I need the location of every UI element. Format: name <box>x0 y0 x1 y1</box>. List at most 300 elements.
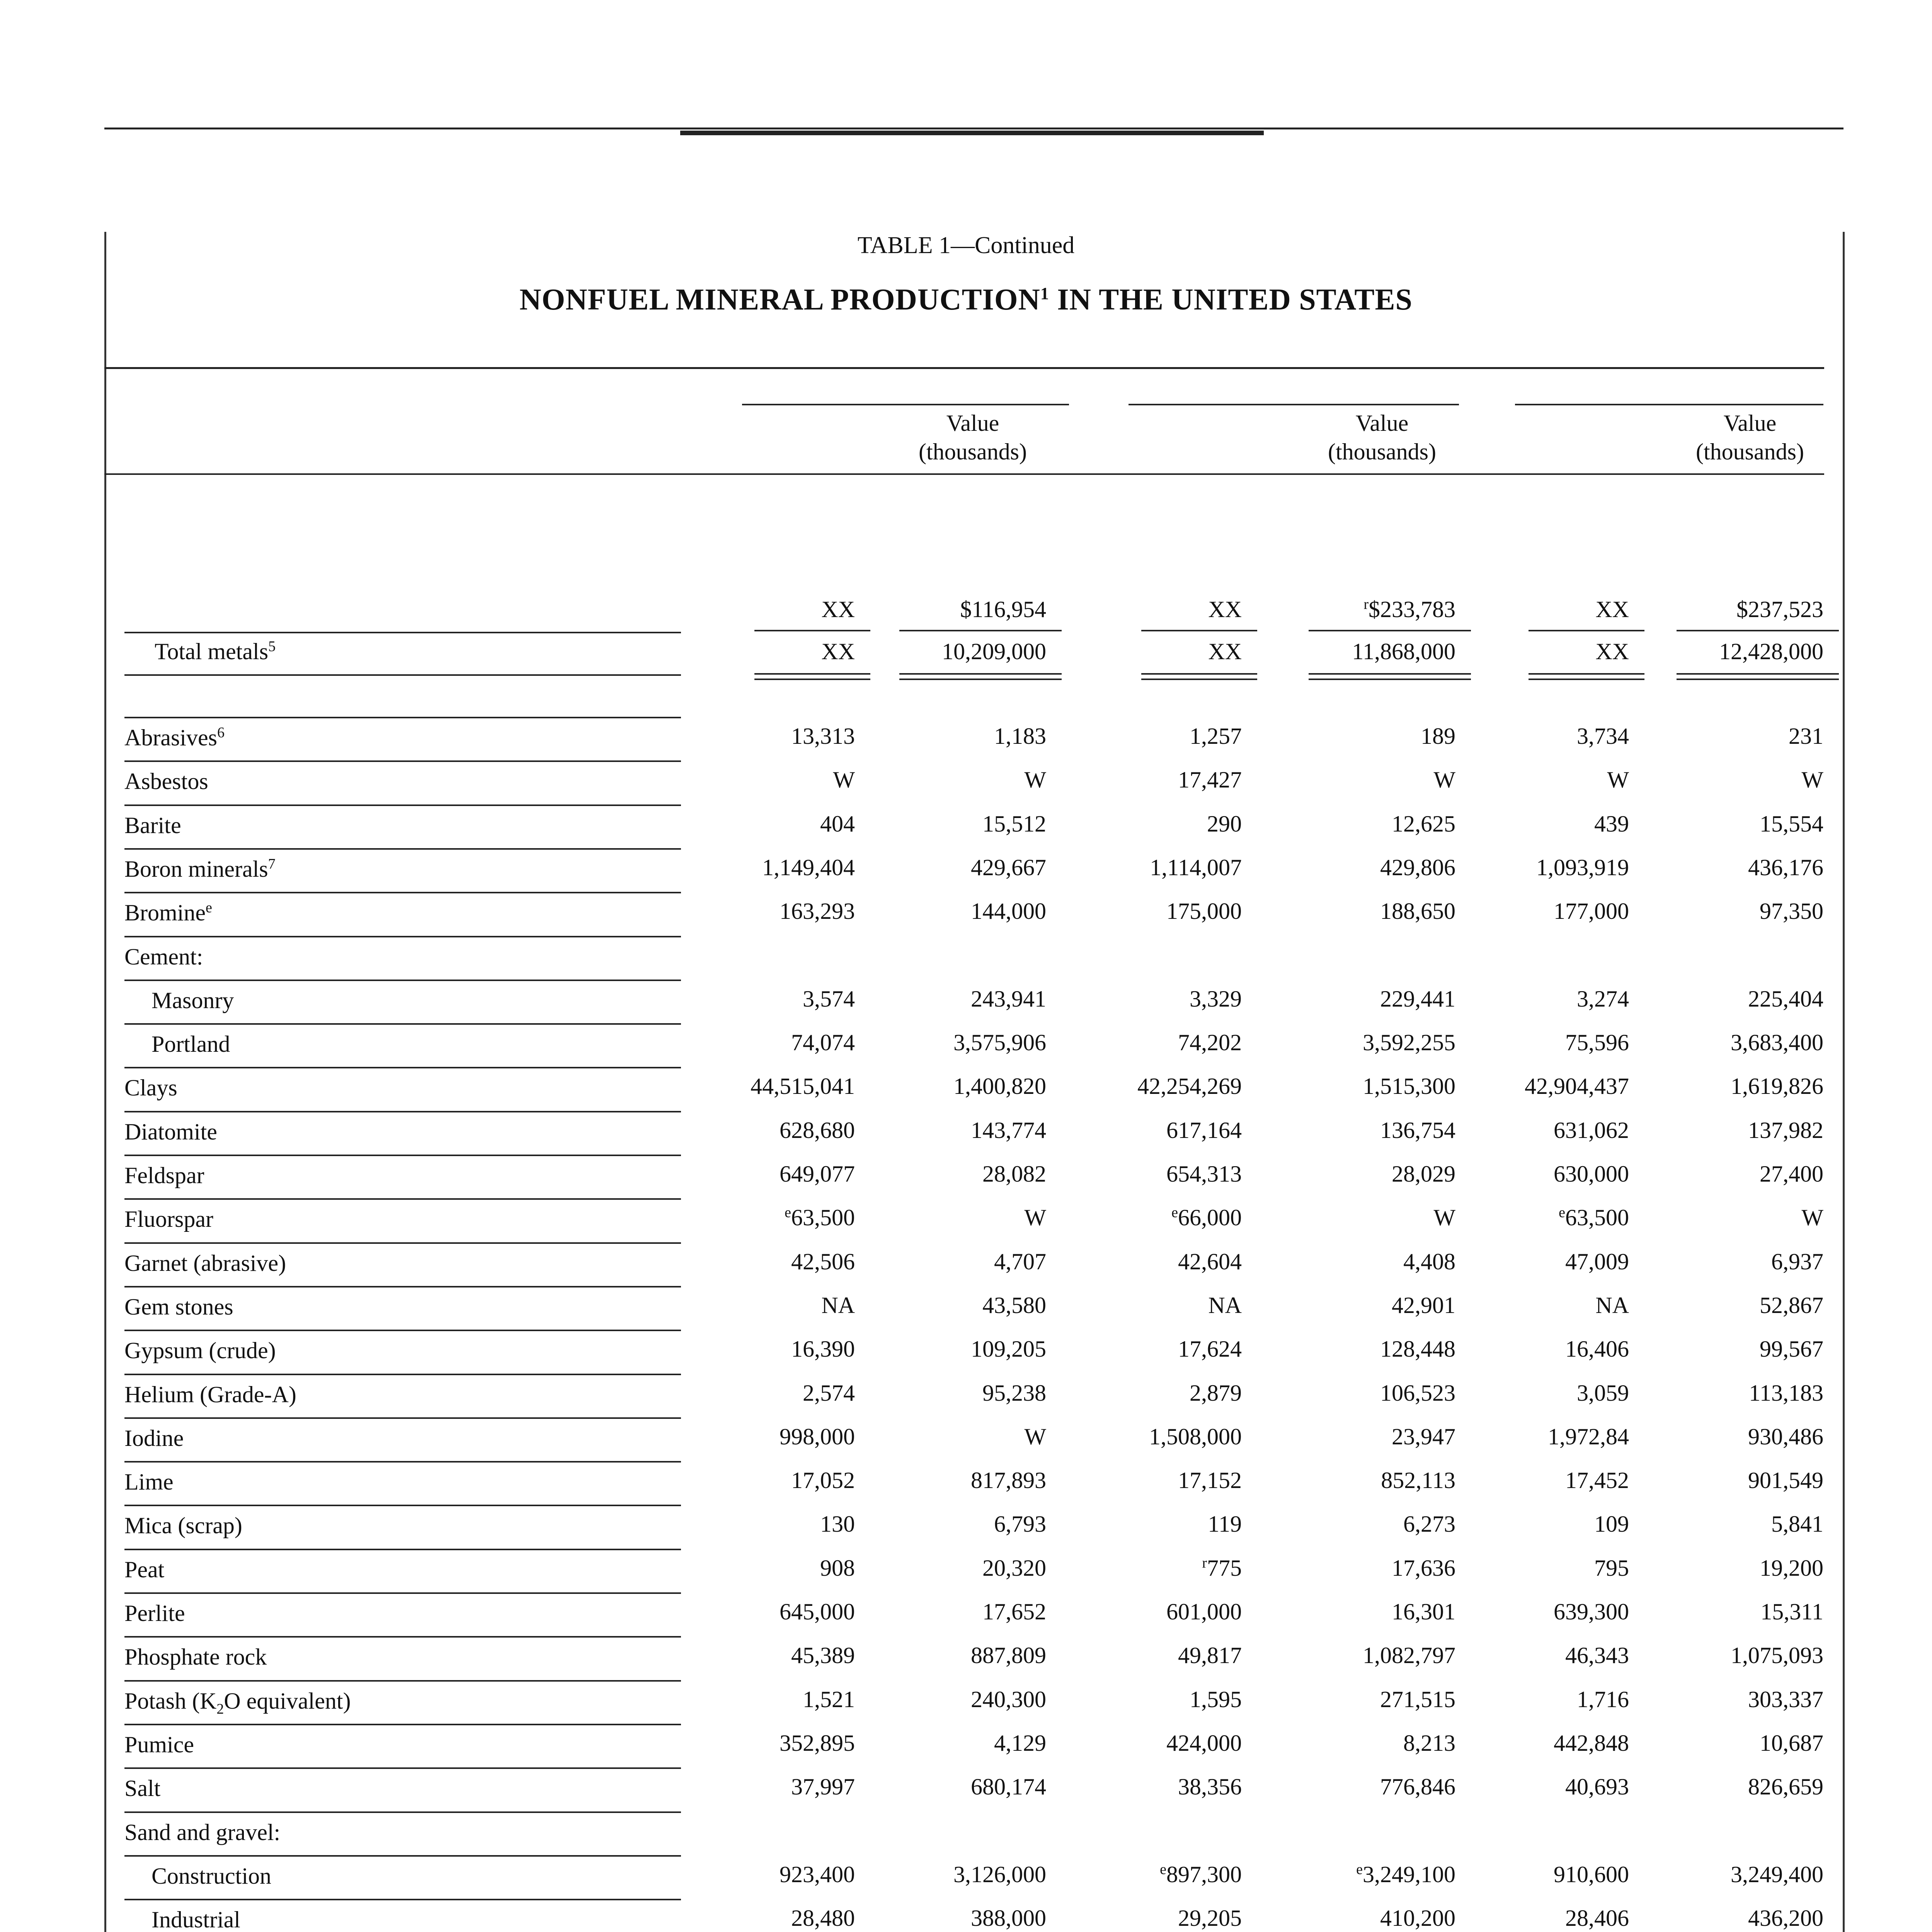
cell-value: 852,113 <box>1381 1468 1455 1493</box>
label-text: Clays <box>124 1075 177 1100</box>
cell-value: 240,300 <box>971 1687 1046 1712</box>
right-margin-line <box>1843 232 1845 1932</box>
row-rule <box>124 1461 681 1463</box>
footnote-marker: 5 <box>268 638 276 655</box>
cell-value: 352,895 <box>780 1730 855 1756</box>
table-title: NONFUEL MINERAL PRODUCTION$^1$ IN THE UNITED STATES <box>519 282 1413 316</box>
cell-value: XX <box>1595 639 1629 664</box>
cell-value: 231 <box>1789 723 1823 749</box>
mineral-label <box>124 1644 267 1670</box>
double-underline <box>1309 679 1471 680</box>
label-text: Iodine <box>124 1425 184 1451</box>
cell-value: 29,205 <box>1178 1905 1242 1931</box>
cell-value: 1,114,007 <box>1150 855 1242 880</box>
cell-value: 46,343 <box>1565 1643 1629 1668</box>
label-text: Garnet (abrasive) <box>124 1250 286 1276</box>
column-header-value <box>1657 409 1843 466</box>
cell-value: 42,604 <box>1178 1249 1242 1274</box>
cell-value: 47,009 <box>1565 1249 1629 1274</box>
mineral-label <box>124 1688 351 1717</box>
cell-value: 442,848 <box>1554 1730 1629 1756</box>
cell-value: 826,659 <box>1748 1774 1823 1799</box>
cell-value: 290 <box>1207 811 1242 837</box>
cell-value: 3,683,400 <box>1731 1030 1823 1055</box>
cell-value: 17,427 <box>1178 767 1242 793</box>
row-rule <box>124 717 681 718</box>
cell-value: 5,841 <box>1771 1511 1823 1537</box>
cell-value: 923,400 <box>780 1862 855 1887</box>
cell-value: 188,650 <box>1380 898 1455 924</box>
label-text: Bromine <box>124 900 206 925</box>
label-text: Diatomite <box>124 1119 217 1145</box>
cell-value: 52,867 <box>1760 1293 1823 1318</box>
label-text: Sand and gravel: <box>124 1820 281 1845</box>
row-rule <box>124 1505 681 1506</box>
row-rule <box>124 674 681 676</box>
cell-value: W <box>1433 1205 1455 1230</box>
cell-value: 42,901 <box>1392 1293 1455 1318</box>
cell-value: 11,868,000 <box>1352 639 1455 664</box>
cell-value: 1,972,84 <box>1548 1424 1629 1449</box>
cell-value: 137,982 <box>1748 1117 1823 1143</box>
cell-value: 6,937 <box>1771 1249 1823 1274</box>
cell-value: 3,059 <box>1577 1380 1629 1406</box>
cell-value: XX <box>1208 597 1242 622</box>
label-text: Barite <box>124 813 181 838</box>
footnote-marker: e <box>205 900 212 916</box>
mineral-label <box>124 1469 174 1495</box>
cell-value: 388,000 <box>971 1905 1046 1931</box>
cell-value: $^r$\$233,783 <box>1363 596 1455 622</box>
cell-value: 3,249,400 <box>1731 1862 1823 1887</box>
cell-value: 16,390 <box>791 1336 855 1362</box>
cell-value: $^e$897,300 <box>1160 1861 1242 1887</box>
sum-underline <box>754 630 870 631</box>
cell-value: $^r$775 <box>1202 1555 1242 1581</box>
cell-value: W <box>1024 1205 1046 1230</box>
label-text: Perlite <box>124 1600 185 1626</box>
cell-value: 1,515,300 <box>1363 1073 1455 1099</box>
mineral-label <box>124 1206 213 1233</box>
double-underline <box>1677 673 1839 675</box>
row-rule <box>124 1724 681 1725</box>
cell-value: 617,164 <box>1166 1117 1242 1143</box>
mineral-label <box>124 1162 204 1189</box>
cell-value: 404 <box>820 811 855 837</box>
cell-value: 225,404 <box>1748 986 1823 1012</box>
cell-value: 109 <box>1594 1511 1629 1537</box>
mineral-label <box>124 1381 296 1408</box>
cell-value: 1,093,919 <box>1536 855 1629 880</box>
cell-value: 10,209,000 <box>942 639 1046 664</box>
cell-value: 74,202 <box>1178 1030 1242 1055</box>
cell-value: 28,406 <box>1565 1905 1629 1931</box>
cell-value: 16,301 <box>1392 1599 1455 1624</box>
label-text: Industrial <box>151 1907 240 1932</box>
row-rule <box>124 848 681 850</box>
mineral-label <box>151 1863 271 1889</box>
mineral-label <box>151 1906 240 1932</box>
mineral-label <box>124 812 181 839</box>
cell-value: XX <box>821 639 855 664</box>
double-underline <box>754 673 870 675</box>
cell-value: W <box>833 767 855 793</box>
cell-value: 144,000 <box>971 898 1046 924</box>
cell-value: 1,400,820 <box>953 1073 1046 1099</box>
mineral-label <box>124 1600 185 1627</box>
cell-value: 38,356 <box>1178 1774 1242 1799</box>
cell-value: 303,337 <box>1748 1687 1823 1712</box>
row-rule <box>124 1198 681 1200</box>
double-underline <box>1529 673 1644 675</box>
row-rule <box>124 1111 681 1112</box>
cell-value: 49,817 <box>1178 1643 1242 1668</box>
label-tail: O equivalent) <box>224 1688 351 1714</box>
mineral-label <box>124 1556 164 1583</box>
footnote-marker: 6 <box>217 724 225 741</box>
label-text: Masonry <box>151 988 234 1013</box>
row-rule <box>124 760 681 762</box>
thousands-label: (thousands) <box>1696 439 1804 464</box>
value-label: Value <box>1723 410 1777 436</box>
cell-value: 2,879 <box>1190 1380 1242 1406</box>
cell-value: 1,595 <box>1190 1687 1242 1712</box>
cell-value: 136,754 <box>1380 1117 1455 1143</box>
cell-value: $237,523 <box>1736 597 1823 622</box>
mineral-label <box>124 856 276 883</box>
sum-underline <box>1309 630 1471 631</box>
cell-value: 901,549 <box>1748 1468 1823 1493</box>
table-caption: TABLE 1—Continued <box>857 232 1075 259</box>
cell-value: 1,508,000 <box>1149 1424 1242 1449</box>
year-underline <box>1515 404 1823 405</box>
mineral-label <box>124 1425 184 1452</box>
cell-value: 17,152 <box>1178 1468 1242 1493</box>
label-text: Cement: <box>124 944 203 969</box>
sum-underline <box>1141 630 1257 631</box>
mineral-label <box>124 1250 286 1277</box>
cell-value: 2,574 <box>803 1380 855 1406</box>
cell-value: 42,904,437 <box>1525 1073 1629 1099</box>
row-rule <box>124 1680 681 1682</box>
cell-value: 23,947 <box>1392 1424 1455 1449</box>
cell-value: 628,680 <box>780 1117 855 1143</box>
cell-value: 17,052 <box>791 1468 855 1493</box>
cell-value: 17,452 <box>1565 1468 1629 1493</box>
mineral-label <box>124 1512 242 1539</box>
cell-value: 13,313 <box>791 723 855 749</box>
cell-value: 4,408 <box>1403 1249 1455 1274</box>
cell-value: 189 <box>1421 723 1455 749</box>
double-underline <box>899 679 1062 680</box>
cell-value: $^e$3,249,100 <box>1356 1861 1455 1887</box>
footnote-marker: 7 <box>268 856 276 872</box>
label-text: Fluorspar <box>124 1206 213 1232</box>
cell-value: 680,174 <box>971 1774 1046 1799</box>
cell-value: W <box>1801 1205 1823 1230</box>
mineral-label <box>151 987 234 1014</box>
column-header-value <box>880 409 1066 466</box>
cell-value: 44,515,041 <box>751 1073 855 1099</box>
cell-value: $^e$63,500 <box>1559 1204 1629 1230</box>
double-underline <box>1141 673 1257 675</box>
cell-value: 130 <box>820 1511 855 1537</box>
label-text: Pumice <box>124 1732 194 1757</box>
sum-underline <box>899 630 1062 631</box>
cell-value: 128,448 <box>1380 1336 1455 1362</box>
double-underline <box>754 679 870 680</box>
mineral-label <box>124 900 212 926</box>
row-rule <box>124 1592 681 1594</box>
cell-value: 109,205 <box>971 1336 1046 1362</box>
cell-value: 429,806 <box>1380 855 1455 880</box>
cell-value: NA <box>821 1293 855 1318</box>
label-text: Peat <box>124 1557 165 1582</box>
row-rule <box>124 1855 681 1857</box>
cell-value: 6,273 <box>1403 1511 1455 1537</box>
cell-value: 439 <box>1594 811 1629 837</box>
value-label: Value <box>946 410 999 436</box>
cell-value: XX <box>1595 597 1629 622</box>
total-metals-label <box>155 638 276 665</box>
cell-value: XX <box>821 597 855 622</box>
group-heading <box>124 1819 280 1846</box>
row-rule <box>124 1811 681 1813</box>
cell-value: 908 <box>820 1555 855 1581</box>
cell-value: 17,636 <box>1392 1555 1455 1581</box>
label-text: Phosphate rock <box>124 1644 267 1670</box>
double-underline <box>1677 679 1839 680</box>
cell-value: 19,200 <box>1760 1555 1823 1581</box>
cell-value: 1,619,826 <box>1731 1073 1823 1099</box>
row-rule <box>124 892 681 893</box>
cell-value: 43,580 <box>982 1293 1046 1318</box>
cell-value: XX <box>1208 639 1242 664</box>
cell-value: 12,428,000 <box>1719 639 1823 664</box>
header-bottom-rule <box>104 473 1824 475</box>
cell-value: 1,075,093 <box>1731 1643 1823 1668</box>
cell-value: 3,592,255 <box>1363 1030 1455 1055</box>
cell-value: 97,350 <box>1760 898 1823 924</box>
label-text: Salt <box>124 1776 161 1801</box>
double-underline <box>1529 679 1644 680</box>
row-rule <box>124 1155 681 1156</box>
label-text: Potash (K <box>124 1688 217 1714</box>
year-underline <box>1129 404 1459 405</box>
cell-value: 175,000 <box>1166 898 1242 924</box>
cell-value: 113,183 <box>1749 1380 1823 1406</box>
cell-value: 795 <box>1594 1555 1629 1581</box>
mineral-label <box>124 1731 194 1758</box>
row-rule <box>124 1286 681 1287</box>
cell-value: 3,274 <box>1577 986 1629 1012</box>
row-rule <box>124 1374 681 1375</box>
label-text: Feldspar <box>124 1163 204 1188</box>
cell-value: 95,238 <box>982 1380 1046 1406</box>
sum-underline <box>1677 630 1839 631</box>
cell-value: 631,062 <box>1554 1117 1629 1143</box>
cell-value: 998,000 <box>780 1424 855 1449</box>
cell-value: 410,200 <box>1380 1905 1455 1931</box>
cell-value: 8,213 <box>1403 1730 1455 1756</box>
cell-value: NA <box>1208 1293 1242 1318</box>
row-rule <box>124 1023 681 1025</box>
cell-value: 271,515 <box>1380 1687 1455 1712</box>
cell-value: 654,313 <box>1166 1161 1242 1187</box>
mineral-label <box>124 1294 233 1320</box>
cell-value: 143,774 <box>971 1117 1046 1143</box>
total-label-text: Total metals <box>155 639 269 664</box>
label-text: Asbestos <box>124 769 208 794</box>
mineral-label <box>124 1075 177 1101</box>
row-rule <box>124 1330 681 1331</box>
label-text: Mica (scrap) <box>124 1513 242 1538</box>
cell-value: W <box>1024 1424 1046 1449</box>
column-header-value <box>1289 409 1475 466</box>
cell-value: 106,523 <box>1380 1380 1455 1406</box>
mineral-label <box>124 1337 276 1364</box>
cell-value: 6,793 <box>994 1511 1046 1537</box>
mineral-label <box>124 768 208 795</box>
row-rule <box>124 1242 681 1244</box>
cell-value: 910,600 <box>1554 1862 1629 1887</box>
row-rule <box>124 1767 681 1769</box>
cell-value: 45,389 <box>791 1643 855 1668</box>
row-rule <box>124 936 681 937</box>
cell-value: 1,183 <box>994 723 1046 749</box>
cell-value: 229,441 <box>1380 986 1455 1012</box>
cell-value: 4,707 <box>994 1249 1046 1274</box>
row-rule <box>124 980 681 981</box>
cell-value: 28,029 <box>1392 1161 1455 1187</box>
cell-value: 28,480 <box>791 1905 855 1931</box>
cell-value: 99,567 <box>1760 1336 1823 1362</box>
mineral-label <box>151 1031 230 1058</box>
cell-value: W <box>1801 767 1823 793</box>
cell-value: 3,574 <box>803 986 855 1012</box>
mineral-label <box>124 724 225 751</box>
cell-value: 3,126,000 <box>953 1862 1046 1887</box>
cell-value: 436,176 <box>1748 855 1823 880</box>
cell-value: 930,486 <box>1748 1424 1823 1449</box>
cell-value: 119 <box>1208 1511 1242 1537</box>
cell-value: 630,000 <box>1554 1161 1629 1187</box>
label-text: Gypsum (crude) <box>124 1338 276 1363</box>
group-heading <box>124 944 203 970</box>
cell-value: 15,311 <box>1760 1599 1823 1624</box>
cell-value: 1,521 <box>803 1687 855 1712</box>
cell-value: 887,809 <box>971 1643 1046 1668</box>
top-rule <box>104 128 1843 129</box>
year-underline <box>742 404 1069 405</box>
cell-value: 3,329 <box>1190 986 1242 1012</box>
row-rule <box>124 1067 681 1068</box>
thousands-label: (thousands) <box>919 439 1027 464</box>
cell-value: 28,082 <box>982 1161 1046 1187</box>
cell-value: $^e$63,500 <box>785 1204 855 1230</box>
label-text: Helium (Grade-A) <box>124 1382 296 1407</box>
cell-value: 42,506 <box>791 1249 855 1274</box>
thousands-label: (thousands) <box>1328 439 1436 464</box>
subscript: 2 <box>216 1701 224 1717</box>
cell-value: 3,575,906 <box>953 1030 1046 1055</box>
label-text: Lime <box>124 1469 174 1495</box>
cell-value: 42,254,269 <box>1137 1073 1242 1099</box>
cell-value: 1,716 <box>1577 1687 1629 1712</box>
row-rule <box>124 1417 681 1419</box>
cell-value: 17,624 <box>1178 1336 1242 1362</box>
label-text: Abrasives <box>124 725 217 750</box>
cell-value: 3,734 <box>1577 723 1629 749</box>
cell-value: 75,596 <box>1565 1030 1629 1055</box>
row-rule <box>124 1549 681 1550</box>
value-label: Value <box>1355 410 1409 436</box>
mineral-label <box>124 1775 160 1802</box>
cell-value: 40,693 <box>1565 1774 1629 1799</box>
cell-value: 1,082,797 <box>1363 1643 1455 1668</box>
cell-value: 645,000 <box>780 1599 855 1624</box>
cell-value: 424,000 <box>1166 1730 1242 1756</box>
cell-value: 601,000 <box>1166 1599 1242 1624</box>
cell-value: NA <box>1595 1293 1629 1318</box>
cell-value: 16,406 <box>1565 1336 1629 1362</box>
cell-value: 4,129 <box>994 1730 1046 1756</box>
cell-value: 15,512 <box>982 811 1046 837</box>
cell-value: 436,200 <box>1748 1905 1823 1931</box>
cell-value: 37,997 <box>791 1774 855 1799</box>
cell-value: $116,954 <box>960 597 1046 622</box>
cell-value: 177,000 <box>1554 898 1629 924</box>
double-underline <box>1309 673 1471 675</box>
cell-value: 243,941 <box>971 986 1046 1012</box>
row-rule <box>124 1636 681 1638</box>
cell-value: 1,257 <box>1190 723 1242 749</box>
label-text: Gem stones <box>124 1294 233 1320</box>
double-underline <box>899 673 1062 675</box>
cell-value: 12,625 <box>1392 811 1455 837</box>
label-text: Boron minerals <box>124 856 268 882</box>
cell-value: W <box>1433 767 1455 793</box>
label-text: Portland <box>151 1031 230 1057</box>
cell-value: 776,846 <box>1380 1774 1455 1799</box>
cell-value: 163,293 <box>780 898 855 924</box>
cell-value: 10,687 <box>1760 1730 1823 1756</box>
top-rule-thick <box>680 131 1264 135</box>
row-rule <box>124 632 681 633</box>
cell-value: 817,893 <box>971 1468 1046 1493</box>
cell-value: 74,074 <box>791 1030 855 1055</box>
row-rule <box>124 804 681 806</box>
cell-value: $^e$66,000 <box>1171 1204 1242 1230</box>
cell-value: 15,554 <box>1760 811 1823 837</box>
mineral-label <box>124 1119 217 1145</box>
label-text: Construction <box>151 1863 271 1889</box>
sum-underline <box>1529 630 1644 631</box>
left-margin-line <box>104 232 106 1932</box>
cell-value: 639,300 <box>1554 1599 1629 1624</box>
cell-value: 27,400 <box>1760 1161 1823 1187</box>
double-underline <box>1141 679 1257 680</box>
header-top-rule <box>104 367 1824 369</box>
row-rule <box>124 1899 681 1900</box>
cell-value: 429,667 <box>971 855 1046 880</box>
cell-value: W <box>1607 767 1629 793</box>
cell-value: 20,320 <box>982 1555 1046 1581</box>
cell-value: 1,149,404 <box>762 855 855 880</box>
cell-value: 649,077 <box>780 1161 855 1187</box>
cell-value: 17,652 <box>982 1599 1046 1624</box>
cell-value: W <box>1024 767 1046 793</box>
